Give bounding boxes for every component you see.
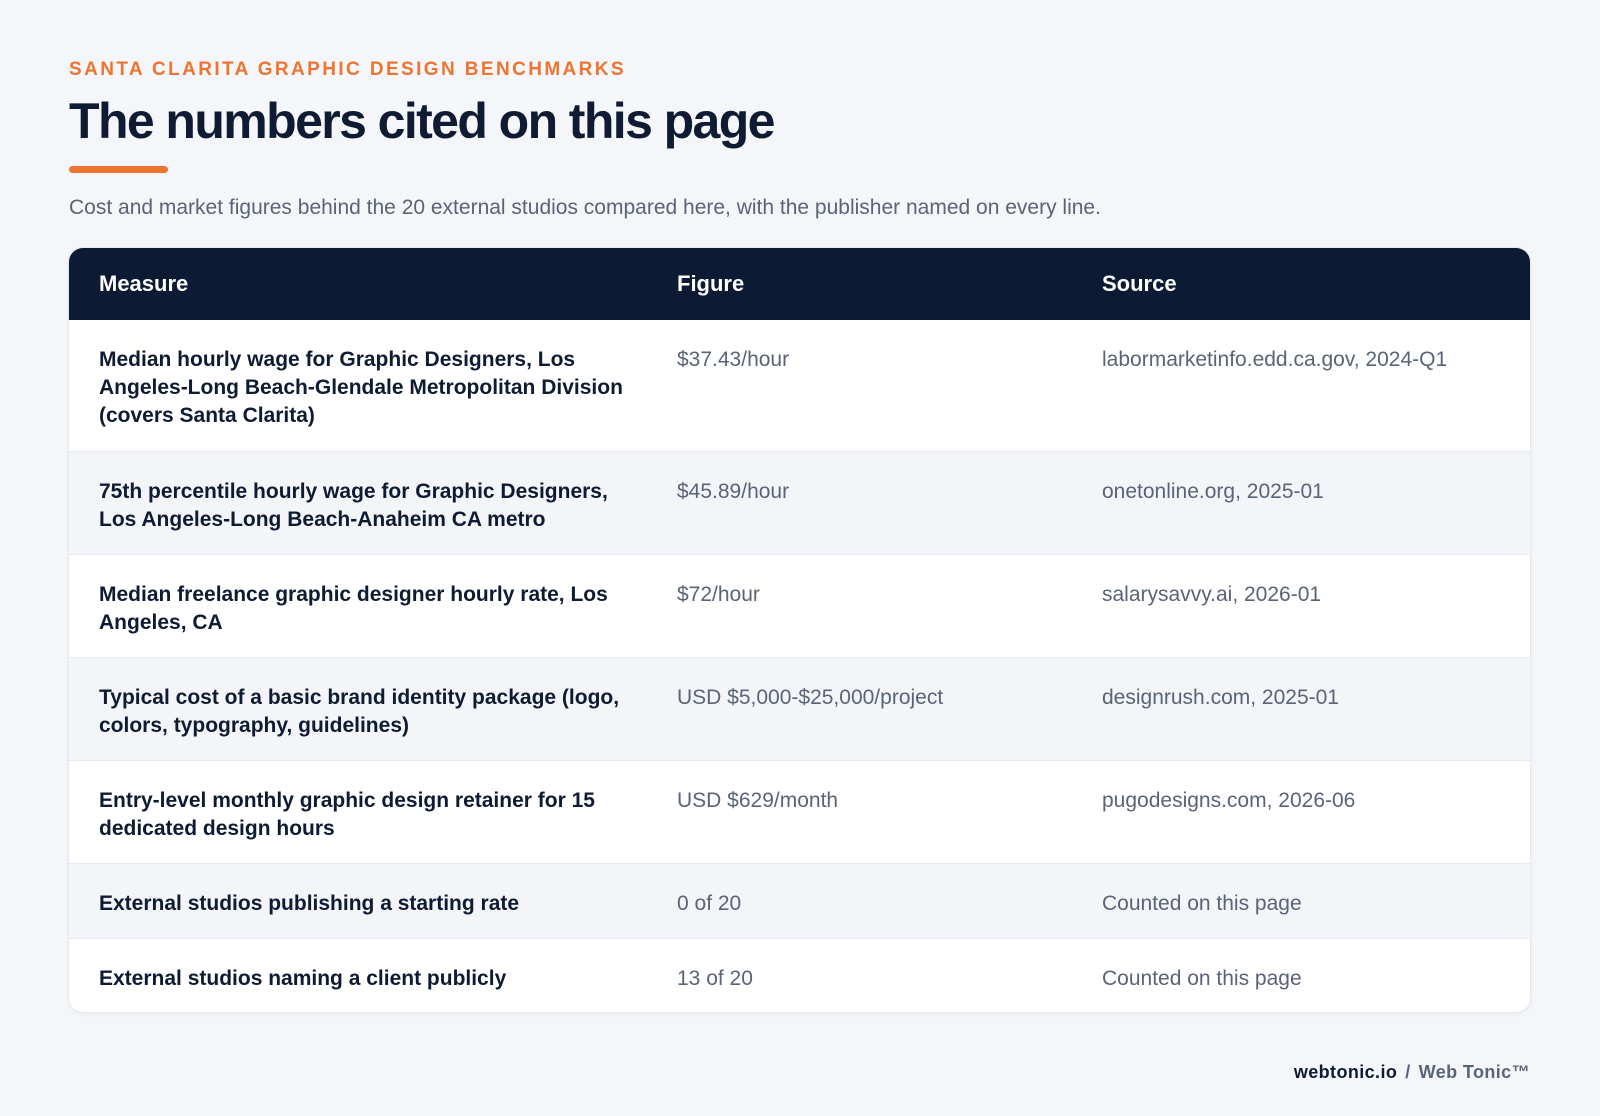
eyebrow-label: SANTA CLARITA GRAPHIC DESIGN BENCHMARKS	[69, 59, 626, 80]
source-cell: pugodesigns.com, 2026-06	[1102, 789, 1356, 812]
table-row	[69, 451, 1530, 554]
measure-cell: Median freelance graphic designer hourly rate, Los Angeles, CA	[99, 583, 608, 634]
table-row	[69, 938, 1530, 1012]
title-accent-rule	[69, 166, 168, 173]
figure-cell: 0 of 20	[677, 892, 742, 915]
column-header-source: Source	[1102, 271, 1177, 296]
table-row	[69, 320, 1530, 451]
figure-cell: USD $629/month	[677, 789, 839, 812]
footer-separator: /	[1405, 1062, 1411, 1082]
source-cell: Counted on this page	[1102, 967, 1302, 990]
table-row	[69, 863, 1530, 938]
table-row	[69, 554, 1530, 657]
source-cell: onetonline.org, 2025-01	[1102, 480, 1324, 503]
column-header-measure: Measure	[99, 271, 189, 296]
table-row	[69, 760, 1530, 863]
table-header	[69, 248, 1530, 320]
measure-cell: Typical cost of a basic brand identity package (logo, colors, typography, guidelines)	[99, 686, 620, 737]
figure-cell: $72/hour	[677, 583, 760, 606]
benchmarks-table	[69, 248, 1530, 1012]
figure-cell: 13 of 20	[677, 967, 753, 990]
measure-cell: Median hourly wage for Graphic Designers, Los Angeles-Long Beach-Glendale Metropolitan Division (covers Santa Clarita)	[99, 348, 623, 427]
table-body	[69, 320, 1530, 1012]
footer-brand-name: Web Tonic™	[1418, 1062, 1530, 1082]
footer-brand	[1294, 1062, 1530, 1083]
table-row	[69, 657, 1530, 760]
column-header-figure: Figure	[677, 271, 745, 296]
page-subtitle: Cost and market figures behind the 20 external studios compared here, with the publisher named on every line.	[69, 196, 1101, 219]
source-cell: Counted on this page	[1102, 892, 1302, 915]
measure-cell: 75th percentile hourly wage for Graphic Designers, Los Angeles-Long Beach-Anaheim CA metro	[99, 480, 608, 531]
measure-cell: External studios publishing a starting rate	[99, 892, 520, 915]
source-cell: labormarketinfo.edd.ca.gov, 2024-Q1	[1102, 348, 1448, 371]
measure-cell: Entry-level monthly graphic design retainer for 15 dedicated design hours	[99, 789, 595, 840]
figure-cell: USD $5,000-$25,000/project	[677, 686, 944, 709]
source-cell: designrush.com, 2025-01	[1102, 686, 1339, 709]
figure-cell: $37.43/hour	[677, 348, 790, 371]
source-cell: salarysavvy.ai, 2026-01	[1102, 583, 1322, 606]
figure-cell: $45.89/hour	[677, 480, 790, 503]
page-title: The numbers cited on this page	[69, 93, 774, 149]
footer-domain: webtonic.io	[1293, 1062, 1398, 1082]
measure-cell: External studios naming a client publicly	[99, 967, 507, 990]
